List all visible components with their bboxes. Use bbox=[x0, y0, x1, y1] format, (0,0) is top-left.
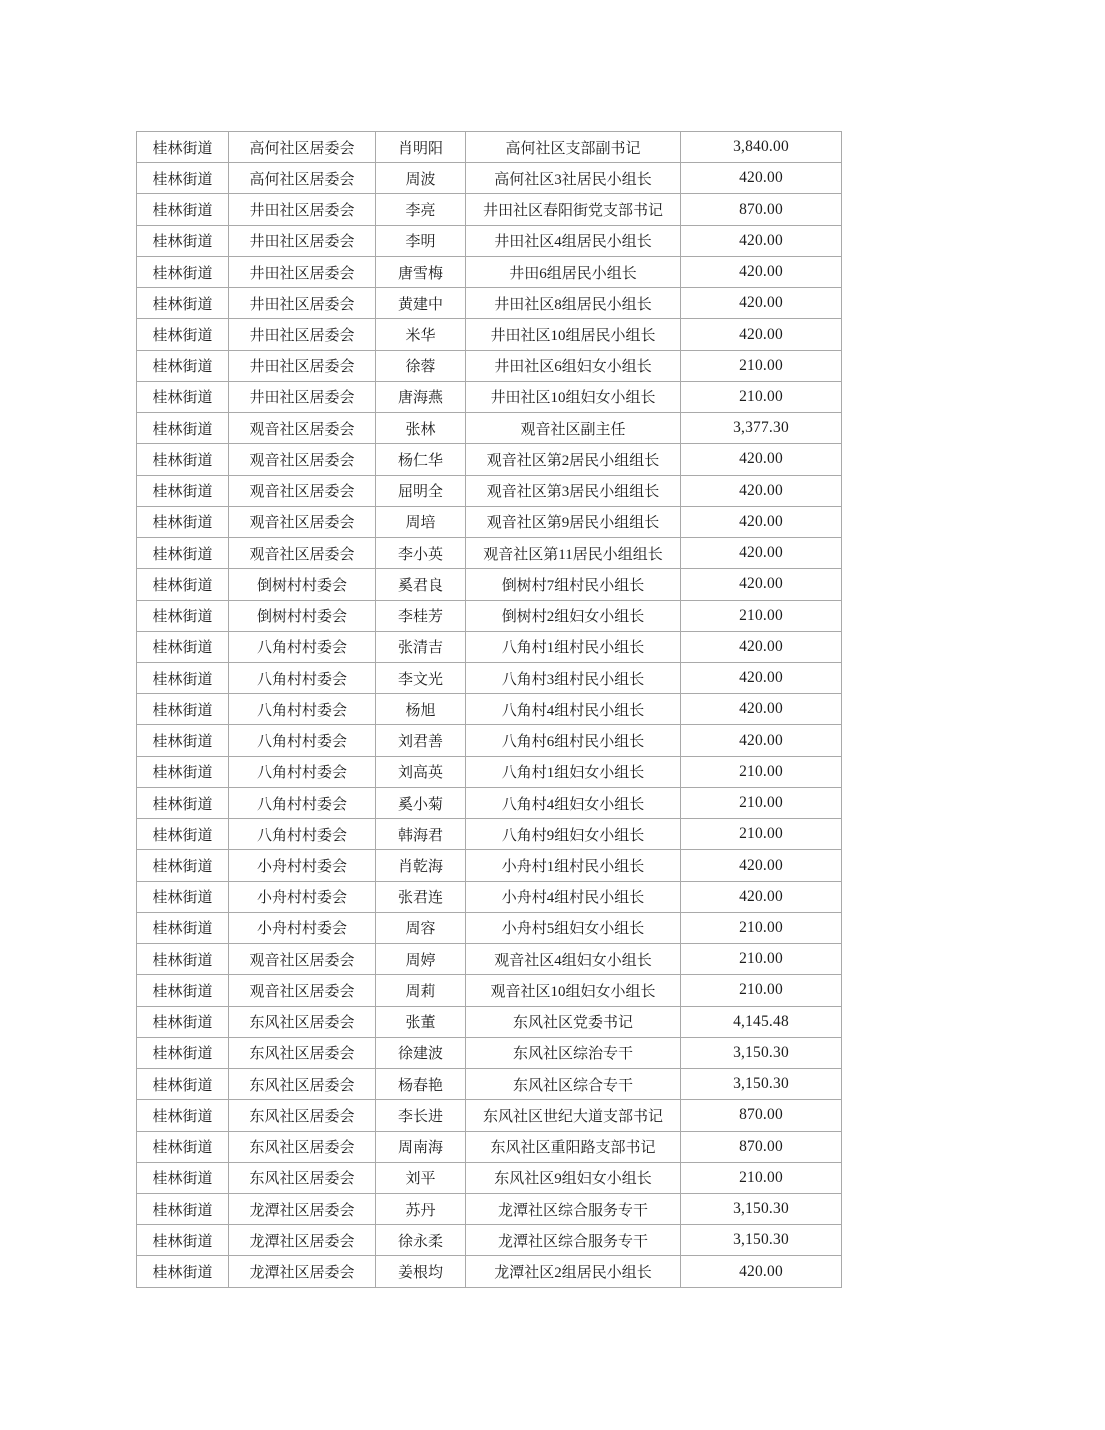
cell-person-name: 张董 bbox=[376, 1006, 466, 1037]
cell-amount: 210.00 bbox=[681, 912, 842, 943]
cell-committee: 井田社区居委会 bbox=[229, 381, 376, 412]
cell-position: 东风社区世纪大道支部书记 bbox=[466, 1100, 681, 1131]
table-row bbox=[137, 819, 842, 850]
cell-person-name: 肖乾海 bbox=[376, 850, 466, 881]
table-row bbox=[137, 475, 842, 506]
cell-committee: 龙潭社区居委会 bbox=[229, 1256, 376, 1288]
cell-street: 桂林街道 bbox=[137, 1162, 229, 1193]
table-row bbox=[137, 1100, 842, 1131]
cell-amount: 870.00 bbox=[681, 194, 842, 225]
cell-committee: 高何社区居委会 bbox=[229, 132, 376, 163]
cell-street: 桂林街道 bbox=[137, 350, 229, 381]
cell-committee: 八角村村委会 bbox=[229, 631, 376, 662]
cell-person-name: 唐雪梅 bbox=[376, 256, 466, 287]
cell-committee: 龙潭社区居委会 bbox=[229, 1193, 376, 1224]
cell-position: 小舟村4组村民小组长 bbox=[466, 881, 681, 912]
cell-person-name: 姜根均 bbox=[376, 1256, 466, 1288]
table-row bbox=[137, 506, 842, 537]
table-row bbox=[137, 1162, 842, 1193]
cell-committee: 小舟村村委会 bbox=[229, 912, 376, 943]
cell-amount: 210.00 bbox=[681, 944, 842, 975]
cell-street: 桂林街道 bbox=[137, 1037, 229, 1068]
cell-position: 高何社区支部副书记 bbox=[466, 132, 681, 163]
cell-amount: 210.00 bbox=[681, 756, 842, 787]
cell-position: 井田社区10组妇女小组长 bbox=[466, 381, 681, 412]
cell-committee: 井田社区居委会 bbox=[229, 225, 376, 256]
cell-position: 观音社区副主任 bbox=[466, 413, 681, 444]
cell-position: 八角村1组妇女小组长 bbox=[466, 756, 681, 787]
cell-person-name: 徐建波 bbox=[376, 1037, 466, 1068]
cell-person-name: 李亮 bbox=[376, 194, 466, 225]
cell-street: 桂林街道 bbox=[137, 912, 229, 943]
cell-person-name: 李文光 bbox=[376, 662, 466, 693]
cell-committee: 观音社区居委会 bbox=[229, 444, 376, 475]
cell-committee: 东风社区居委会 bbox=[229, 1131, 376, 1162]
table-row bbox=[137, 694, 842, 725]
table-row bbox=[137, 662, 842, 693]
cell-amount: 420.00 bbox=[681, 225, 842, 256]
cell-amount: 210.00 bbox=[681, 1162, 842, 1193]
cell-person-name: 杨仁华 bbox=[376, 444, 466, 475]
cell-committee: 观音社区居委会 bbox=[229, 944, 376, 975]
cell-amount: 420.00 bbox=[681, 475, 842, 506]
cell-amount: 420.00 bbox=[681, 538, 842, 569]
cell-position: 八角村4组村民小组长 bbox=[466, 694, 681, 725]
cell-committee: 观音社区居委会 bbox=[229, 413, 376, 444]
cell-street: 桂林街道 bbox=[137, 1006, 229, 1037]
cell-person-name: 李长进 bbox=[376, 1100, 466, 1131]
cell-amount: 420.00 bbox=[681, 881, 842, 912]
cell-committee: 观音社区居委会 bbox=[229, 506, 376, 537]
table-row bbox=[137, 1037, 842, 1068]
table-body bbox=[137, 132, 842, 1288]
table-row bbox=[137, 1225, 842, 1256]
cell-person-name: 苏丹 bbox=[376, 1193, 466, 1224]
cell-committee: 井田社区居委会 bbox=[229, 194, 376, 225]
table-row bbox=[137, 756, 842, 787]
cell-position: 井田社区4组居民小组长 bbox=[466, 225, 681, 256]
cell-street: 桂林街道 bbox=[137, 194, 229, 225]
cell-amount: 420.00 bbox=[681, 569, 842, 600]
cell-person-name: 杨旭 bbox=[376, 694, 466, 725]
cell-committee: 观音社区居委会 bbox=[229, 475, 376, 506]
table-row bbox=[137, 413, 842, 444]
cell-street: 桂林街道 bbox=[137, 975, 229, 1006]
cell-person-name: 黄建中 bbox=[376, 288, 466, 319]
cell-committee: 东风社区居委会 bbox=[229, 1006, 376, 1037]
cell-position: 倒树村2组妇女小组长 bbox=[466, 600, 681, 631]
table-row bbox=[137, 1006, 842, 1037]
cell-committee: 东风社区居委会 bbox=[229, 1162, 376, 1193]
cell-amount: 210.00 bbox=[681, 600, 842, 631]
cell-position: 观音社区4组妇女小组长 bbox=[466, 944, 681, 975]
cell-street: 桂林街道 bbox=[137, 444, 229, 475]
cell-person-name: 李小英 bbox=[376, 538, 466, 569]
cell-committee: 小舟村村委会 bbox=[229, 881, 376, 912]
table-row bbox=[137, 538, 842, 569]
cell-street: 桂林街道 bbox=[137, 787, 229, 818]
cell-position: 观音社区第9居民小组组长 bbox=[466, 506, 681, 537]
cell-street: 桂林街道 bbox=[137, 1225, 229, 1256]
cell-street: 桂林街道 bbox=[137, 319, 229, 350]
table-row bbox=[137, 725, 842, 756]
cell-position: 观音社区第3居民小组组长 bbox=[466, 475, 681, 506]
cell-committee: 龙潭社区居委会 bbox=[229, 1225, 376, 1256]
cell-position: 观音社区10组妇女小组长 bbox=[466, 975, 681, 1006]
table-row bbox=[137, 350, 842, 381]
cell-committee: 高何社区居委会 bbox=[229, 163, 376, 194]
cell-amount: 420.00 bbox=[681, 850, 842, 881]
cell-committee: 东风社区居委会 bbox=[229, 1069, 376, 1100]
cell-street: 桂林街道 bbox=[137, 569, 229, 600]
table-row bbox=[137, 381, 842, 412]
cell-position: 东风社区党委书记 bbox=[466, 1006, 681, 1037]
cell-position: 井田社区春阳街党支部书记 bbox=[466, 194, 681, 225]
cell-street: 桂林街道 bbox=[137, 381, 229, 412]
cell-position: 八角村4组妇女小组长 bbox=[466, 787, 681, 818]
cell-person-name: 刘君善 bbox=[376, 725, 466, 756]
cell-street: 桂林街道 bbox=[137, 132, 229, 163]
cell-street: 桂林街道 bbox=[137, 288, 229, 319]
cell-committee: 八角村村委会 bbox=[229, 725, 376, 756]
table-row bbox=[137, 1069, 842, 1100]
cell-position: 观音社区第11居民小组组长 bbox=[466, 538, 681, 569]
cell-amount: 3,150.30 bbox=[681, 1069, 842, 1100]
cell-person-name: 刘高英 bbox=[376, 756, 466, 787]
cell-committee: 井田社区居委会 bbox=[229, 256, 376, 287]
cell-amount: 420.00 bbox=[681, 506, 842, 537]
cell-person-name: 米华 bbox=[376, 319, 466, 350]
cell-street: 桂林街道 bbox=[137, 631, 229, 662]
cell-position: 小舟村5组妇女小组长 bbox=[466, 912, 681, 943]
cell-amount: 420.00 bbox=[681, 288, 842, 319]
cell-committee: 东风社区居委会 bbox=[229, 1037, 376, 1068]
cell-amount: 210.00 bbox=[681, 819, 842, 850]
table-row bbox=[137, 225, 842, 256]
table-row bbox=[137, 631, 842, 662]
table-row bbox=[137, 881, 842, 912]
table-row bbox=[137, 1193, 842, 1224]
cell-amount: 210.00 bbox=[681, 381, 842, 412]
table-row bbox=[137, 944, 842, 975]
cell-person-name: 奚君良 bbox=[376, 569, 466, 600]
cell-street: 桂林街道 bbox=[137, 725, 229, 756]
cell-committee: 井田社区居委会 bbox=[229, 319, 376, 350]
cell-committee: 八角村村委会 bbox=[229, 756, 376, 787]
cell-committee: 东风社区居委会 bbox=[229, 1100, 376, 1131]
cell-position: 八角村6组村民小组长 bbox=[466, 725, 681, 756]
cell-position: 东风社区综治专干 bbox=[466, 1037, 681, 1068]
cell-street: 桂林街道 bbox=[137, 538, 229, 569]
cell-street: 桂林街道 bbox=[137, 694, 229, 725]
cell-street: 桂林街道 bbox=[137, 1193, 229, 1224]
cell-person-name: 杨春艳 bbox=[376, 1069, 466, 1100]
cell-person-name: 张君连 bbox=[376, 881, 466, 912]
cell-amount: 420.00 bbox=[681, 725, 842, 756]
cell-amount: 420.00 bbox=[681, 163, 842, 194]
cell-person-name: 张清吉 bbox=[376, 631, 466, 662]
table-row bbox=[137, 1131, 842, 1162]
cell-street: 桂林街道 bbox=[137, 1069, 229, 1100]
cell-committee: 观音社区居委会 bbox=[229, 975, 376, 1006]
cell-street: 桂林街道 bbox=[137, 1131, 229, 1162]
cell-street: 桂林街道 bbox=[137, 850, 229, 881]
cell-amount: 870.00 bbox=[681, 1100, 842, 1131]
cell-person-name: 周容 bbox=[376, 912, 466, 943]
cell-amount: 4,145.48 bbox=[681, 1006, 842, 1037]
cell-street: 桂林街道 bbox=[137, 256, 229, 287]
cell-amount: 210.00 bbox=[681, 975, 842, 1006]
cell-committee: 八角村村委会 bbox=[229, 694, 376, 725]
cell-street: 桂林街道 bbox=[137, 225, 229, 256]
table-row bbox=[137, 850, 842, 881]
cell-person-name: 屈明全 bbox=[376, 475, 466, 506]
cell-street: 桂林街道 bbox=[137, 662, 229, 693]
cell-person-name: 徐永柔 bbox=[376, 1225, 466, 1256]
table-row bbox=[137, 912, 842, 943]
cell-amount: 420.00 bbox=[681, 319, 842, 350]
cell-person-name: 周波 bbox=[376, 163, 466, 194]
table-row bbox=[137, 569, 842, 600]
cell-person-name: 李桂芳 bbox=[376, 600, 466, 631]
table-row bbox=[137, 787, 842, 818]
cell-street: 桂林街道 bbox=[137, 881, 229, 912]
cell-person-name: 周南海 bbox=[376, 1131, 466, 1162]
cell-person-name: 韩海君 bbox=[376, 819, 466, 850]
cell-committee: 小舟村村委会 bbox=[229, 850, 376, 881]
cell-amount: 870.00 bbox=[681, 1131, 842, 1162]
cell-street: 桂林街道 bbox=[137, 1100, 229, 1131]
cell-committee: 观音社区居委会 bbox=[229, 538, 376, 569]
cell-amount: 3,150.30 bbox=[681, 1193, 842, 1224]
table-row bbox=[137, 288, 842, 319]
table-row bbox=[137, 132, 842, 163]
table-row bbox=[137, 600, 842, 631]
cell-street: 桂林街道 bbox=[137, 1256, 229, 1288]
cell-position: 东风社区重阳路支部书记 bbox=[466, 1131, 681, 1162]
cell-position: 八角村9组妇女小组长 bbox=[466, 819, 681, 850]
cell-person-name: 奚小菊 bbox=[376, 787, 466, 818]
cell-amount: 3,150.30 bbox=[681, 1225, 842, 1256]
cell-committee: 倒树村村委会 bbox=[229, 600, 376, 631]
cell-amount: 420.00 bbox=[681, 444, 842, 475]
cell-street: 桂林街道 bbox=[137, 944, 229, 975]
cell-committee: 井田社区居委会 bbox=[229, 288, 376, 319]
cell-person-name: 唐海燕 bbox=[376, 381, 466, 412]
cell-amount: 3,840.00 bbox=[681, 132, 842, 163]
cell-position: 龙潭社区综合服务专干 bbox=[466, 1193, 681, 1224]
cell-position: 龙潭社区综合服务专干 bbox=[466, 1225, 681, 1256]
cell-street: 桂林街道 bbox=[137, 756, 229, 787]
cell-position: 东风社区9组妇女小组长 bbox=[466, 1162, 681, 1193]
cell-street: 桂林街道 bbox=[137, 819, 229, 850]
cell-amount: 420.00 bbox=[681, 631, 842, 662]
cell-position: 东风社区综合专干 bbox=[466, 1069, 681, 1100]
cell-amount: 420.00 bbox=[681, 1256, 842, 1288]
table-row bbox=[137, 975, 842, 1006]
cell-amount: 3,150.30 bbox=[681, 1037, 842, 1068]
cell-street: 桂林街道 bbox=[137, 600, 229, 631]
cell-person-name: 徐蓉 bbox=[376, 350, 466, 381]
cell-committee: 八角村村委会 bbox=[229, 787, 376, 818]
cell-position: 观音社区第2居民小组组长 bbox=[466, 444, 681, 475]
cell-street: 桂林街道 bbox=[137, 413, 229, 444]
cell-committee: 井田社区居委会 bbox=[229, 350, 376, 381]
cell-committee: 八角村村委会 bbox=[229, 662, 376, 693]
cell-amount: 420.00 bbox=[681, 662, 842, 693]
cell-street: 桂林街道 bbox=[137, 475, 229, 506]
cell-position: 高何社区3社居民小组长 bbox=[466, 163, 681, 194]
cell-position: 小舟村1组村民小组长 bbox=[466, 850, 681, 881]
cell-position: 井田社区8组居民小组长 bbox=[466, 288, 681, 319]
table-row bbox=[137, 256, 842, 287]
table-row bbox=[137, 444, 842, 475]
cell-street: 桂林街道 bbox=[137, 506, 229, 537]
table-row bbox=[137, 163, 842, 194]
cell-person-name: 周婷 bbox=[376, 944, 466, 975]
cell-position: 龙潭社区2组居民小组长 bbox=[466, 1256, 681, 1288]
cell-amount: 420.00 bbox=[681, 694, 842, 725]
cell-committee: 倒树村村委会 bbox=[229, 569, 376, 600]
table-row bbox=[137, 194, 842, 225]
cell-position: 井田社区6组妇女小组长 bbox=[466, 350, 681, 381]
cell-position: 八角村1组村民小组长 bbox=[466, 631, 681, 662]
cell-person-name: 周莉 bbox=[376, 975, 466, 1006]
cell-position: 井田6组居民小组长 bbox=[466, 256, 681, 287]
cell-amount: 210.00 bbox=[681, 787, 842, 818]
cell-person-name: 张林 bbox=[376, 413, 466, 444]
table-row bbox=[137, 319, 842, 350]
cell-person-name: 肖明阳 bbox=[376, 132, 466, 163]
cell-amount: 210.00 bbox=[681, 350, 842, 381]
cell-position: 倒树村7组村民小组长 bbox=[466, 569, 681, 600]
cell-amount: 420.00 bbox=[681, 256, 842, 287]
cell-person-name: 刘平 bbox=[376, 1162, 466, 1193]
cell-position: 八角村3组村民小组长 bbox=[466, 662, 681, 693]
cell-amount: 3,377.30 bbox=[681, 413, 842, 444]
cell-position: 井田社区10组居民小组长 bbox=[466, 319, 681, 350]
cell-street: 桂林街道 bbox=[137, 163, 229, 194]
table-row bbox=[137, 1256, 842, 1288]
subsidy-table bbox=[136, 131, 842, 1288]
cell-person-name: 周培 bbox=[376, 506, 466, 537]
cell-committee: 八角村村委会 bbox=[229, 819, 376, 850]
cell-person-name: 李明 bbox=[376, 225, 466, 256]
